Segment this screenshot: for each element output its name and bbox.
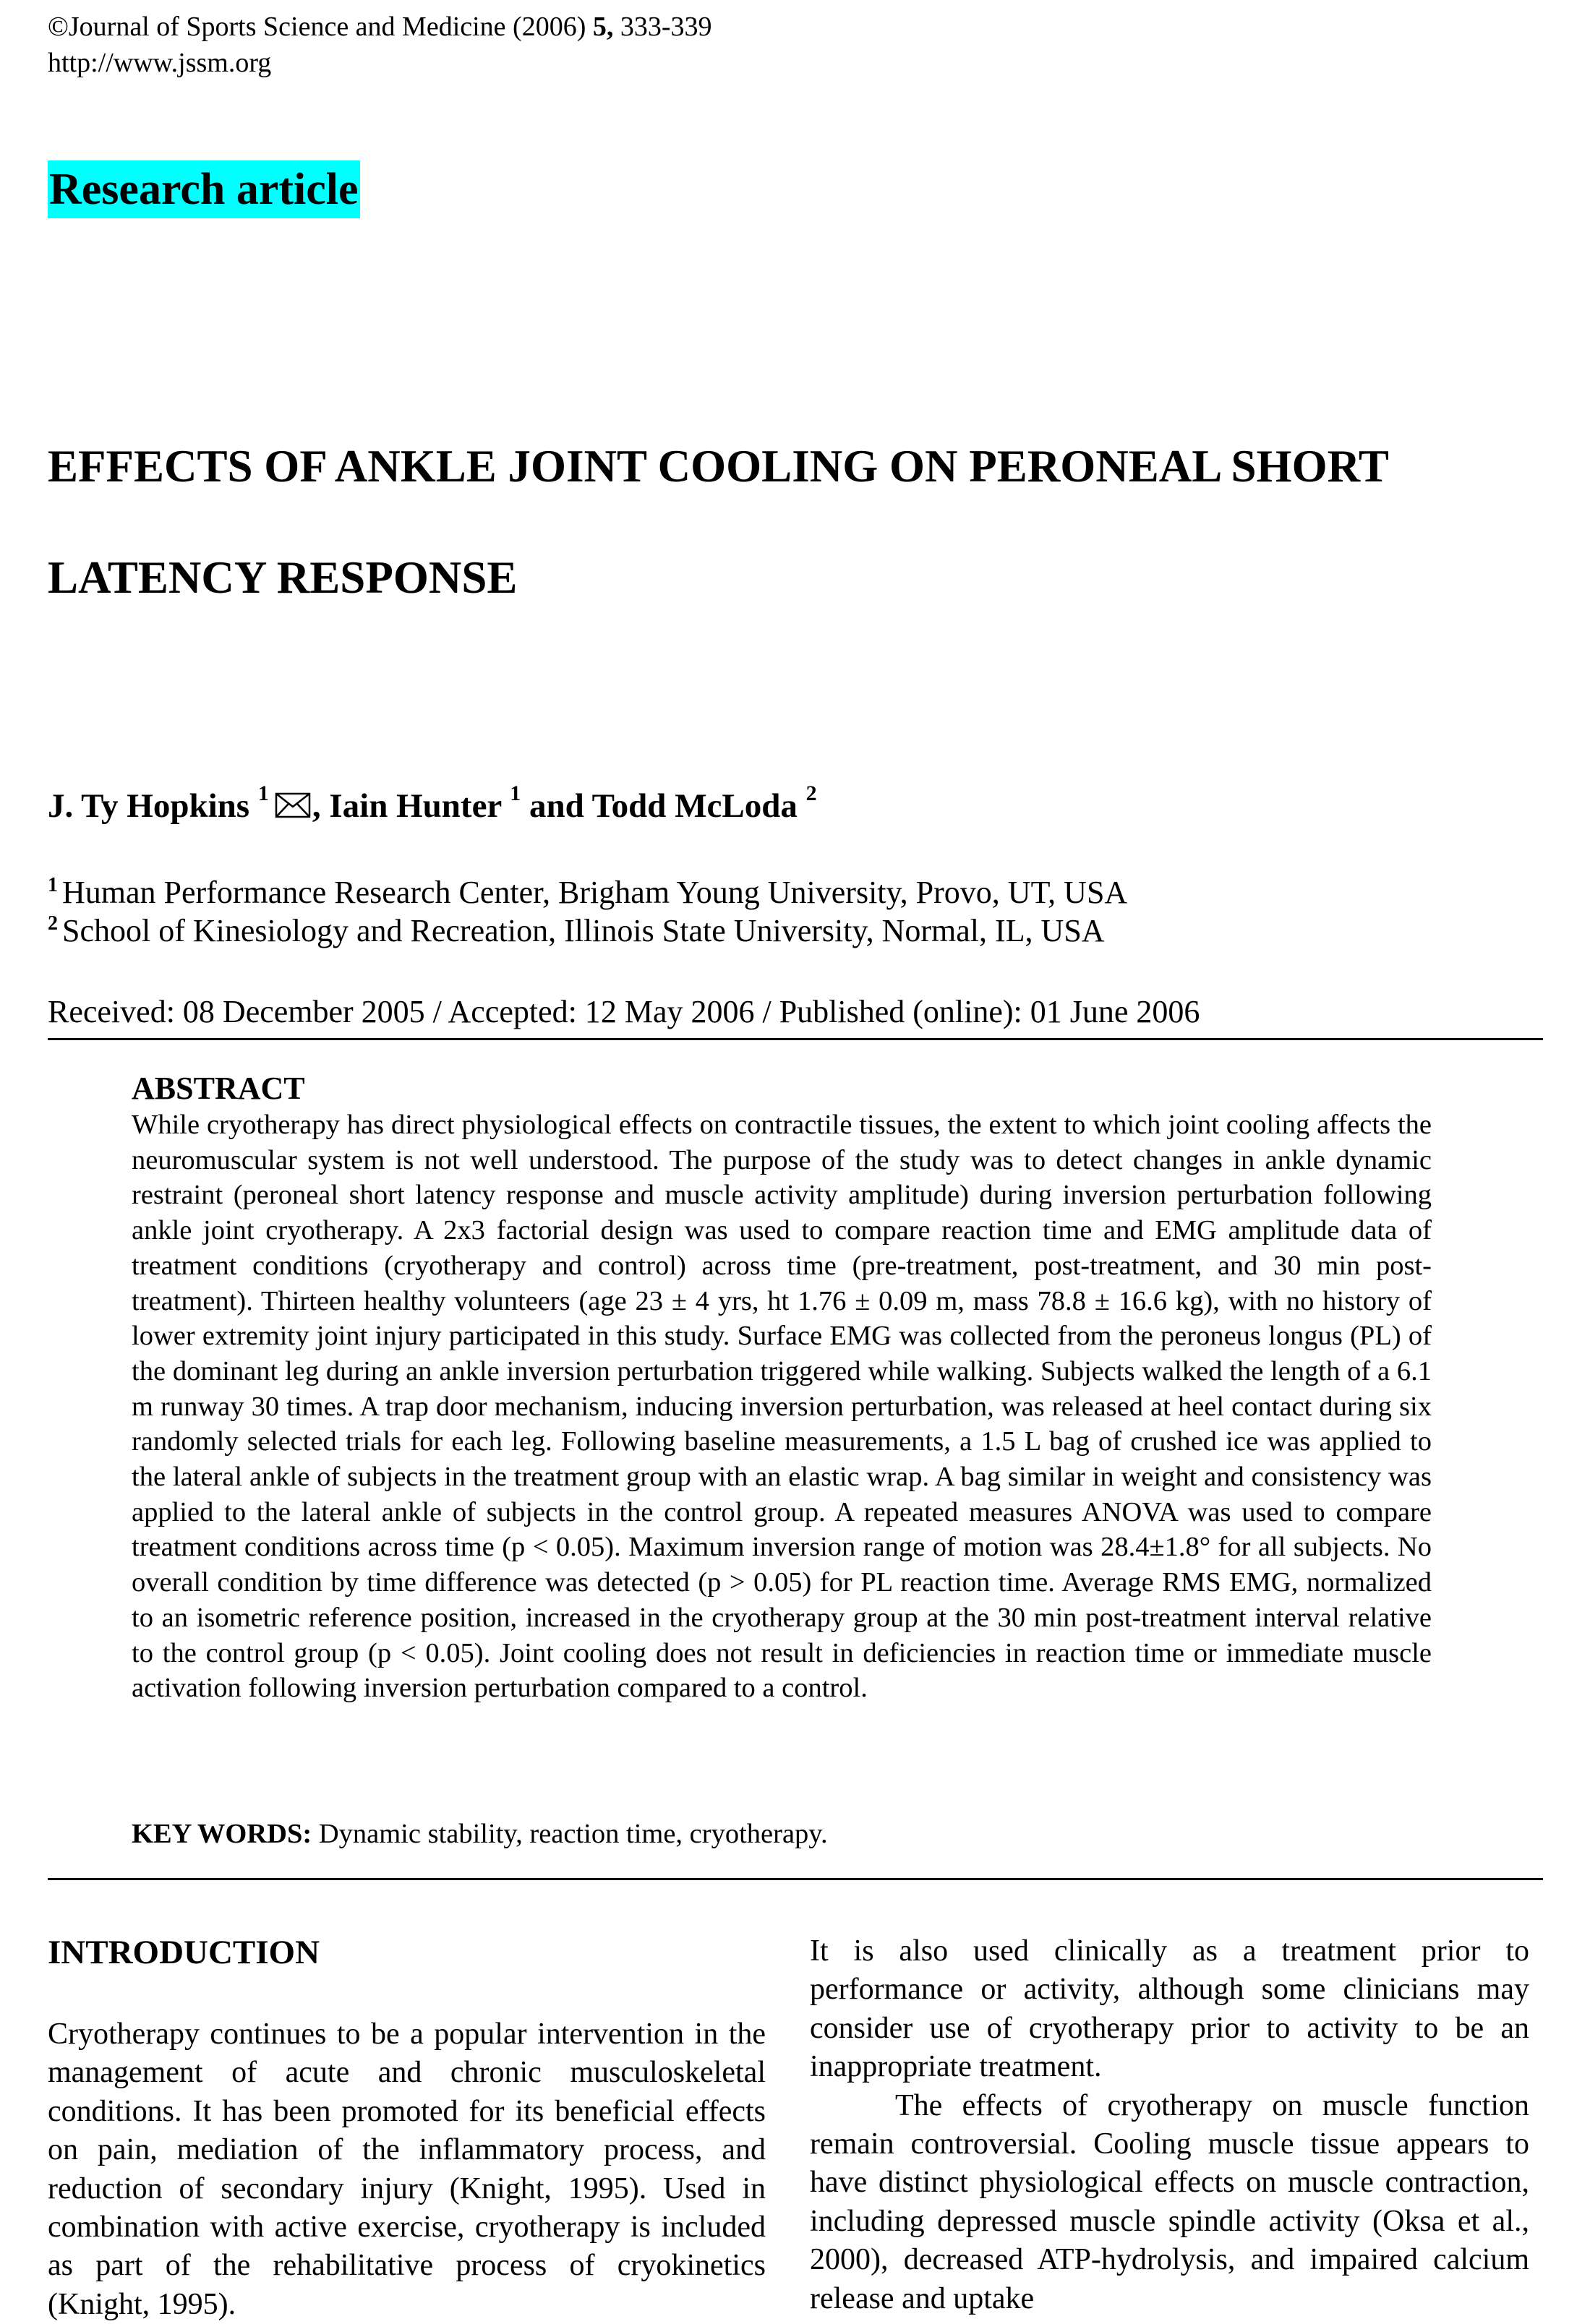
abstract-body: While cryotherapy has direct physiological effects on contractile tissues, the extent to which joint cooling affects the neuromuscular system is not well understood. The purpose of the study was to detect changes in ankle dynamic restraint (peroneal short latency response and muscle activity amplitude) during inversion perturbation following ankle joint cryotherapy. A 2x3 factorial design was used to compare reaction time and EMG amplitude data of treatment conditions (cryotherapy and control) across time (pre-treatment, post-treatment, and 30 min post-treatment). Thirteen healthy volunteers (age 23 ± 4 yrs, ht 1.76 ± 0.09 m, mass 78.8 ± 16.6 kg), with no history of lower extremity joint injury participated in this study. Surface EMG was collected from the peroneus longus (PL) of the dominant leg during an ankle inversion perturbation triggered while walking. Subjects walked the length of a 6.1 m runway 30 times. A trap door mechanism, inducing inversion perturbation, was released at heel contact during six randomly selected trials for each leg. Following baseline measurements, a 1.5 L bag of crushed ice was applied to the lateral ankle of subjects in the treatment group with an elastic wrap. A bag similar in weight and consistency was applied to the lateral ankle of subjects in the control group. A repeated measures ANOVA was used to compare treatment conditions across time (p < 0.05). Maximum inversion range of motion was 28.4±1.8° for all subjects. No overall condition by time difference was detected (p > 0.05) for PL reaction time. Average RMS EMG, normalized to an isometric reference position, increased in the cryotherapy group at the 30 min post-treatment interval relative to the control group (p < 0.05). Joint cooling does not result in deficiencies in reaction time or immediate muscle activation following inversion perturbation compared to a control. [132, 1110, 1432, 1704]
envelope-icon[interactable] [275, 792, 311, 818]
abstract-heading: ABSTRACT [132, 1071, 305, 1106]
introduction-heading: INTRODUCTION [48, 1934, 320, 1971]
journal-citation [48, 9, 712, 45]
divider-top [48, 1038, 1543, 1040]
introduction-paragraph-3: The effects of cryotherapy on muscle function remain controversial. Cooling muscle tissue appears to have distinct physiological effects on muscle contraction, including depressed muscle spindle activity (Oksa et al., 2000), decreased ATP-hydrolysis, and impaired calcium release and uptake [810, 2088, 1529, 2315]
journal-pages: 333-339 [613, 12, 712, 42]
author-list [48, 781, 817, 828]
divider-bottom [48, 1878, 1543, 1880]
author-affil-sup-3: 2 [805, 781, 817, 806]
affiliation-2 [48, 912, 1105, 951]
introduction-left-column: Cryotherapy continues to be a popular intervention in the management of acute and chronic musculoskeletal conditions. It has been promoted for its beneficial effects on pain, mediation of the inflammatory process, and reduction of secondary injury (Knight, 1995). Used in combination with active exercise, cryotherapy is included as part of the rehabilitative process of cryokinetics (Knight, 1995). [48, 2018, 766, 2321]
author-affil-sup-1: 1 [257, 781, 269, 806]
affiliation-text-2: School of Kinesiology and Recreation, Illinois State University, Normal, IL, USA [62, 913, 1105, 948]
affiliation-1 [48, 873, 1127, 912]
introduction-paragraph-2: It is also used clinically as a treatment prior to performance or activity, although some clinicians may consider use of cryotherapy prior to activity to be an inappropriate treatment. [810, 1934, 1529, 2084]
publication-dates: Received: 08 December 2005 / Accepted: 12 May 2006 / Published (online): 01 June 2006 [48, 994, 1200, 1029]
journal-url[interactable]: http://www.jssm.org [48, 48, 272, 78]
affiliation-number-2: 2 [48, 912, 58, 935]
journal-volume: 5, [592, 12, 614, 42]
keywords-label: KEY WORDS: [132, 1819, 312, 1849]
introduction-right-column [810, 1932, 1529, 2318]
author-name-1: J. Ty Hopkins [48, 787, 250, 825]
paper-title: EFFECTS OF ANKLE JOINT COOLING ON PERONEAL SHORT LATENCY RESPONSE [48, 441, 1388, 603]
keywords-text: Dynamic stability, reaction time, cryotherapy. [312, 1819, 828, 1849]
affiliation-text-1: Human Performance Research Center, Brigham Young University, Provo, UT, USA [62, 875, 1128, 910]
affiliation-number-1: 1 [48, 874, 58, 897]
keywords [132, 1816, 828, 1852]
author-name-3: and Todd McLoda [521, 787, 798, 825]
article-type-label: Research article [48, 160, 360, 218]
author-affil-sup-2: 1 [510, 781, 521, 806]
journal-citation-text: ©Journal of Sports Science and Medicine (2006) [48, 12, 593, 42]
author-name-2: , Iain Hunter [312, 787, 502, 825]
